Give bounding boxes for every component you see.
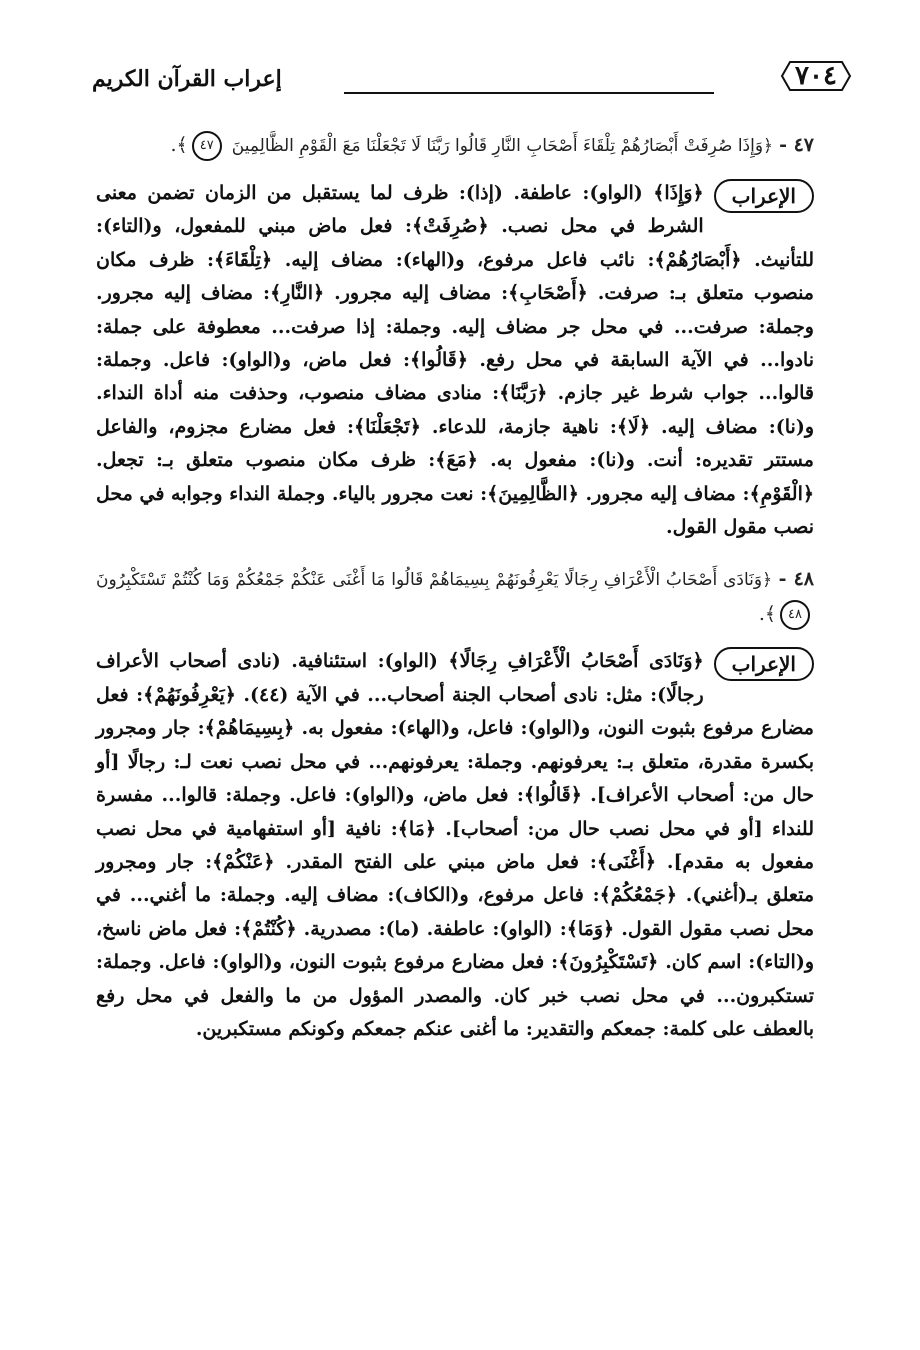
- verse-close: ﴾.: [758, 603, 776, 626]
- verse-text: ﴿وَإِذَا صُرِفَتْ أَبْصَارُهُمْ تِلْقَاءَ أَصْحَابِ النَّارِ قَالُوا رَبَّنَا لَا تَجْعَلْنَا مَعَ الْقَوْمِ الظَّالِمِينَ: [231, 136, 774, 156]
- ayah-number-icon: ٤٧: [192, 131, 222, 161]
- irab-label: الإعراب: [714, 179, 814, 213]
- irab-label: الإعراب: [714, 647, 814, 681]
- verse-number: ٤٧ -: [779, 134, 814, 156]
- page-content: [96, 128, 814, 1064]
- verse-47: [96, 128, 814, 163]
- header-divider: [344, 92, 714, 94]
- verse-48: [96, 562, 814, 631]
- verse-text: ﴿وَنَادَى أَصْحَابُ الْأَعْرَافِ رِجَالًا يَعْرِفُونَهُمْ بِسِيمَاهُمْ قَالُوا مَا أَغْنَى عَنْكُمْ جَمْعُكُمْ وَمَا كُنْتُمْ تَسْتَكْبِرُونَ: [96, 570, 773, 591]
- irab-section-48: [96, 645, 814, 1046]
- irab-text: ﴿وَإِذَا﴾ (الواو): عاطفة. (إذا): ظرف لما يستقبل من الزمان تضمن معنى الشرط في محل نصب. ﴿صُرِفَتْ﴾: فعل ماض مبني للمفعول، و(التاء): للتأنيث. ﴿أَبْصَارُهُمْ﴾: نائب فاعل مرفوع، و(الهاء): مضاف إليه. ﴿تِلْقَاءَ﴾: ظرف مكان منصوب متعلق بـ: صرفت. ﴿أَصْحَابِ﴾: مضاف إليه مجرور. ﴿النَّارِ﴾: مضاف إليه مجرور. وجملة: صرفت... في محل جر مضاف إليه. وجملة: إذا صرفت... معطوفة على جملة: نادوا... في الآية السابقة في محل رفع. ﴿قَالُوا﴾: فعل ماض، و(الواو): فاعل. وجملة: قالوا... جواب شرط غير جازم. ﴿رَبَّنَا﴾: منادى مضاف منصوب، وحذفت منه أداة النداء. و(نا): مضاف إليه. ﴿لَا﴾: ناهية جازمة، للدعاء. ﴿تَجْعَلْنَا﴾: فعل مضارع مجزوم، والفاعل مستتر تقديره: أنت. و(نا): مفعول به. ﴿مَعَ﴾: ظرف مكان منصوب متعلق بـ: تجعل. ﴿الْقَوْمِ﴾: مضاف إليه مجرور. ﴿الظَّالِمِينَ﴾: نعت مجرور بالياء. وجملة النداء وجوابه في محل نصب مقول القول.: [96, 182, 814, 539]
- ayah-number-icon: ٤٨: [780, 600, 810, 630]
- page-number-badge: [780, 58, 852, 94]
- irab-section-47: [96, 177, 814, 544]
- page-number: ٧٠٤: [795, 61, 837, 91]
- irab-text: ﴿وَنَادَى أَصْحَابُ الْأَعْرَافِ رِجَالًا﴾ (الواو): استئنافية. (نادى أصحاب الأعراف رجالًا): مثل: نادى أصحاب الجنة أصحاب... في الآية (٤٤). ﴿يَعْرِفُونَهُمْ﴾: فعل مضارع مرفوع بثبوت النون، و(الواو): فاعل، و(الهاء): مفعول به. ﴿بِسِيمَاهُمْ﴾: جار ومجرور بكسرة مقدرة، متعلق بـ: يعرفونهم. وجملة: يعرفونهم... في محل نصب نعت لـ: رجالًا [أو حال من: أصحاب الأعراف]. ﴿قَالُوا﴾: فعل ماض، و(الواو): فاعل. وجملة: قالوا... مفسرة للنداء [أو في محل نصب حال من: أصحاب]. ﴿مَا﴾: نافية [أو استفهامية في محل نصب مفعول به مقدم]. ﴿أَغْنَى﴾: فعل ماض مبني على الفتح المقدر. ﴿عَنْكُمْ﴾: جار ومجرور متعلق بـ(أغني). ﴿جَمْعُكُمْ﴾: فاعل مرفوع، و(الكاف): مضاف إليه. وجملة: ما أغني... في محل نصب مقول القول. ﴿وَمَا﴾: (الواو): عاطفة. (ما): مصدرية. ﴿كُنْتُمْ﴾: فعل ماض ناسخ، و(التاء): اسم كان. ﴿تَسْتَكْبِرُونَ﴾: فعل مضارع مرفوع بثبوت النون، و(الواو): فاعل. وجملة: تستكبرون... في محل نصب خبر كان. والمصدر المؤول من ما والفعل في محل رفع بالعطف على كلمة: جمعكم والتقدير: ما أغنى عنكم جمعكم وكونكم مستكبرين.: [96, 650, 814, 1040]
- book-title: إعراب القرآن الكريم: [92, 66, 282, 92]
- verse-number: ٤٨ -: [778, 568, 814, 591]
- verse-close: ﴾.: [170, 134, 188, 156]
- page-header: [92, 52, 852, 102]
